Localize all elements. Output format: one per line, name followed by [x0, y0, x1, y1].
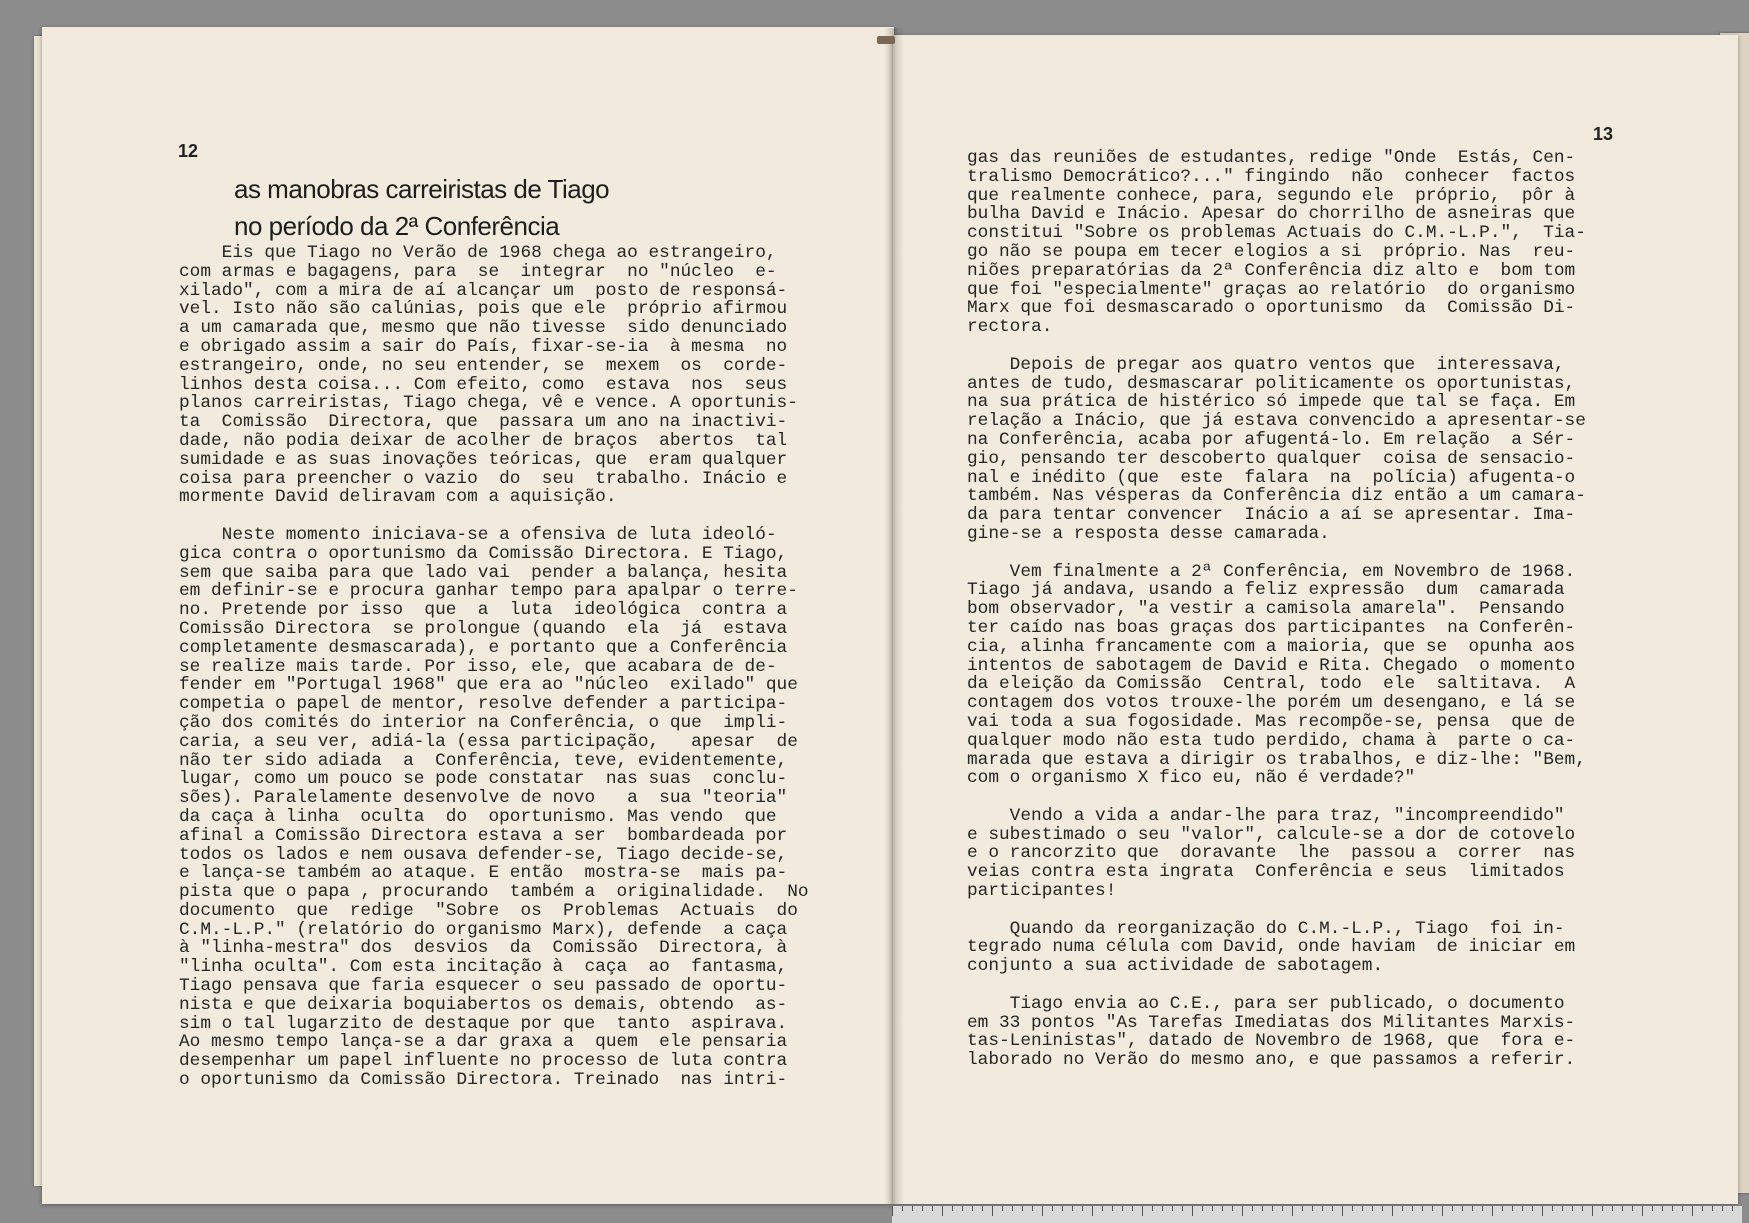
ruler-tick — [1472, 1206, 1473, 1211]
text-line: afinal a Comissão Directora estava a ser bombardeada por — [179, 825, 788, 846]
text-line: gica contra o oportunismo da Comissão Directora. E Tiago, — [179, 543, 788, 564]
ruler-tick — [1732, 1206, 1733, 1211]
text-line — [967, 901, 1667, 920]
text-line: linhos desta coisa... Com efeito, como estava nos seus — [179, 374, 788, 395]
text-line: sim o tal lugarzito de destaque por que tanto aspirava. — [179, 1013, 788, 1034]
text-line: Tiago envia ao C.E., para ser publicado, o documento — [967, 993, 1565, 1014]
ruler-tick — [1042, 1206, 1043, 1216]
ruler-tick — [1652, 1206, 1653, 1211]
ruler-tick — [1072, 1206, 1073, 1211]
ruler-tick — [942, 1206, 943, 1216]
text-line: lugar, como um pouco se pode constatar nas suas conclu- — [179, 769, 788, 790]
ruler-tick — [1112, 1206, 1113, 1211]
ruler-tick — [952, 1206, 953, 1211]
ruler-tick — [1332, 1206, 1333, 1211]
ruler-tick — [1182, 1206, 1183, 1211]
text-line — [179, 507, 879, 526]
text-line: laborado no Verão do mesmo ano, e que passamos a referir. — [967, 1050, 1576, 1071]
scale-ruler — [892, 1206, 1742, 1223]
ruler-tick — [1512, 1206, 1513, 1211]
text-line: cia, alinha francamente com a maioria, que se opunha aos — [967, 636, 1576, 657]
text-line: da caça à linha oculta do oportunismo. Mas vendo que — [179, 806, 777, 827]
ruler-tick — [1092, 1206, 1093, 1216]
text-line: constitui "Sobre os problemas Actuais do C.M.-L.P.", Tia- — [967, 223, 1586, 244]
ruler-tick — [1632, 1206, 1633, 1211]
ruler-tick — [1242, 1206, 1243, 1216]
text-line: e lança-se também ao ataque. E então mostra-se mais pa- — [179, 863, 788, 884]
text-line: nal e inédito (que este falara na polícia) afugenta-o — [967, 467, 1576, 488]
text-line: que realmente conhece, para, segundo ele próprio, pôr à — [967, 185, 1576, 206]
text-line: com o organismo X fico eu, não é verdade?" — [967, 768, 1416, 789]
left-page-text-column — [179, 244, 879, 1090]
text-line: nista e que deixaria boquiabertos os demais, obtendo as- — [179, 994, 788, 1015]
text-line: go não se poupa em tecer elogios a si próprio. Nas reu- — [967, 241, 1576, 262]
ruler-tick — [1122, 1206, 1123, 1211]
ruler-tick — [1282, 1206, 1283, 1211]
text-line: não ter sido adiada a Conferência, teve, evidentemente, — [179, 750, 788, 771]
ruler-tick — [1392, 1206, 1393, 1216]
ruler-tick — [1162, 1206, 1163, 1211]
text-line: antes de tudo, desmascarar politicamente os oportunistas, — [967, 373, 1576, 394]
text-line: na Conferência, acaba por afugentá-lo. Em relação a Sér- — [967, 429, 1576, 450]
ruler-tick — [1262, 1206, 1263, 1211]
text-line: estrangeiro, onde, no seu entender, se mexem os corde- — [179, 355, 788, 376]
text-line: coisa para preencher o vazio do seu trabalho. Inácio e — [179, 468, 788, 489]
ruler-tick — [912, 1206, 913, 1211]
text-line: veias contra esta ingrata Conferência e seus limitados — [967, 862, 1565, 883]
ruler-tick — [1362, 1206, 1363, 1211]
ruler-tick — [972, 1206, 973, 1211]
text-line: Tiago já andava, usando a feliz expressão dum camarada — [967, 580, 1565, 601]
text-line: todos os lados e nem ousava defender-se, Tiago decide-se, — [179, 844, 788, 865]
text-line: bulha David e Inácio. Apesar do chorrilho de asneiras que — [967, 204, 1576, 225]
text-line: Vendo a vida a andar-lhe para traz, "incompreendido" — [967, 805, 1565, 826]
ruler-tick — [1532, 1206, 1533, 1211]
ruler-tick — [1152, 1206, 1153, 1211]
left-page — [42, 27, 894, 1204]
text-line: da para tentar convencer Inácio a aí se apresentar. Ima- — [967, 505, 1576, 526]
ruler-tick — [1372, 1206, 1373, 1211]
ruler-tick — [1692, 1206, 1693, 1216]
text-line: dade, não podia deixar de acolher de braços abertos tal — [179, 430, 788, 451]
ruler-tick — [1402, 1206, 1403, 1211]
ruler-tick — [1252, 1206, 1253, 1211]
text-line: Vem finalmente a 2ª Conferência, em Novembro de 1968. — [967, 561, 1576, 582]
ruler-tick — [1552, 1206, 1553, 1211]
text-line: gio, pensando ter descoberto qualquer coisa de sensacio- — [967, 448, 1576, 469]
text-line: tas-Leninistas", datado de Novembro de 1968, que fora e- — [967, 1031, 1576, 1052]
text-line: desempenhar um papel influente no processo de luta contra — [179, 1051, 788, 1072]
text-line: intentos de sabotagem de David e Rita. Chegado o momento — [967, 655, 1576, 676]
text-line: que foi "especialmente" graças ao relatório do organismo — [967, 279, 1576, 300]
text-line: mormente David deliravam com a aquisição. — [179, 487, 617, 508]
ruler-tick — [1602, 1206, 1603, 1211]
text-line: o oportunismo da Comissão Directora. Treinado nas intri- — [179, 1070, 788, 1091]
text-line: Ao mesmo tempo lança-se a dar graxa a quem ele pensaria — [179, 1032, 788, 1053]
text-line: xilado", com a mira de aí alcançar um posto de responsá- — [179, 280, 788, 301]
ruler-tick — [1082, 1206, 1083, 1211]
ruler-tick — [892, 1206, 893, 1216]
text-line: tegrado numa célula com David, onde haviam de iniciar em — [967, 937, 1576, 958]
chapter-heading-line-2: no período da 2ª Conferência — [234, 211, 560, 241]
text-line: tralismo Democrático?..." fingindo não conhecer factos — [967, 166, 1576, 187]
text-line: e subestimado o seu "valor", calcule-se a dor de cotovelo — [967, 824, 1576, 845]
text-line: ter caído nas boas graças dos participantes na Conferên- — [967, 617, 1576, 638]
ruler-tick — [902, 1206, 903, 1211]
text-line: sões). Paralelamente desenvolve de novo a sua "teoria" — [179, 788, 788, 809]
ruler-tick — [1132, 1206, 1133, 1211]
ruler-tick — [1592, 1206, 1593, 1216]
text-line: no. Pretende por isso que a luta ideológica contra a — [179, 600, 788, 621]
text-line: participantes! — [967, 881, 1117, 902]
text-line: ta Comissão Directora, que passara um ano na inactivi- — [179, 412, 788, 433]
text-line: ção dos comités do interior na Conferência, o que impli- — [179, 712, 788, 733]
ruler-tick — [1562, 1206, 1563, 1211]
text-line — [967, 544, 1667, 563]
ruler-tick — [1322, 1206, 1323, 1211]
text-line: bom observador, "a vestir a camisola amarela". Pensando — [967, 599, 1565, 620]
text-line: Tiago pensava que faria esquecer o seu passado de oportu- — [179, 976, 788, 997]
text-line: Marx que foi desmascarado o oportunismo da Comissão Di- — [967, 298, 1576, 319]
text-line: e o rancorzito que doravante lhe passou a correr nas — [967, 843, 1576, 864]
text-line: Quando da reorganização do C.M.-L.P., Tiago foi in- — [967, 918, 1565, 939]
ruler-tick — [1102, 1206, 1103, 1211]
text-line — [967, 976, 1667, 995]
book-gutter — [884, 28, 904, 1204]
ruler-tick — [1232, 1206, 1233, 1211]
ruler-tick — [1582, 1206, 1583, 1211]
text-line: à "linha-mestra" dos desvios da Comissão Directora, à — [179, 938, 788, 959]
text-line: competia o papel de mentor, resolve defender a participa- — [179, 694, 788, 715]
ruler-tick — [1062, 1206, 1063, 1211]
text-line: com armas e bagagens, para se integrar no "núcleo e- — [179, 261, 777, 282]
ruler-tick — [932, 1206, 933, 1211]
text-line: caria, a seu ver, adiá-la (essa participação, apesar de — [179, 731, 798, 752]
ruler-tick — [1302, 1206, 1303, 1211]
ruler-tick — [922, 1206, 923, 1211]
text-line: marada que estava a dirigir os trabalhos, e diz-lhe: "Bem, — [967, 749, 1586, 770]
ruler-tick — [1522, 1206, 1523, 1211]
text-line: qualquer modo não esta tudo perdido, chama à parte o ca- — [967, 730, 1576, 751]
text-line: vel. Isto não são calúnias, pois que ele próprio afirmou — [179, 299, 788, 320]
text-line — [967, 337, 1667, 356]
text-line: gine-se a resposta desse camarada. — [967, 523, 1330, 544]
ruler-tick — [1462, 1206, 1463, 1211]
ruler-tick — [1482, 1206, 1483, 1211]
ruler-tick — [1312, 1206, 1313, 1211]
ruler-tick — [1682, 1206, 1683, 1211]
ruler-tick — [1612, 1206, 1613, 1211]
text-line: em definir-se e procura ganhar tempo para apalpar o terre- — [179, 581, 798, 602]
text-line — [967, 788, 1667, 807]
text-line: niões preparatórias da 2ª Conferência diz alto e bom tom — [967, 260, 1576, 281]
text-line: C.M.-L.P." (relatório do organismo Marx), defende a caça — [179, 919, 788, 940]
text-line: gas das reuniões de estudantes, redige "Onde Estás, Cen- — [967, 148, 1576, 168]
ruler-tick — [1572, 1206, 1573, 1211]
text-line: em 33 pontos "As Tarefas Imediatas dos Militantes Marxis- — [967, 1012, 1576, 1033]
text-line: sem que saiba para que lado vai pender a balança, hesita — [179, 562, 788, 583]
chapter-heading-line-1: as manobras carreiristas de Tiago — [234, 174, 610, 204]
ruler-tick — [1502, 1206, 1503, 1211]
right-page-number: 13 — [1593, 124, 1614, 144]
text-line: Depois de pregar aos quatro ventos que interessava, — [967, 354, 1565, 375]
text-line: da eleição da Comissão Central, todo ele saltitava. A — [967, 674, 1576, 695]
ruler-tick — [1662, 1206, 1663, 1211]
right-page — [893, 35, 1738, 1204]
ruler-tick — [1382, 1206, 1383, 1211]
ruler-tick — [1292, 1206, 1293, 1216]
ruler-tick — [1222, 1206, 1223, 1211]
ruler-tick — [1202, 1206, 1203, 1211]
text-line: sumidade e as suas inovações teóricas, que eram qualquer — [179, 449, 788, 470]
text-line: Comissão Directora se prolongue (quando ela já estava — [179, 618, 788, 639]
text-line: e obrigado assim a sair do País, fixar-se-ia à mesma no — [179, 336, 788, 357]
ruler-tick — [1412, 1206, 1413, 1211]
left-page-number: 12 — [178, 141, 199, 161]
text-line: pista que o papa , procurando também a originalidade. No — [179, 882, 809, 903]
ruler-tick — [1342, 1206, 1343, 1216]
ruler-tick — [1702, 1206, 1703, 1211]
ruler-tick — [992, 1206, 993, 1216]
ruler-tick — [1722, 1206, 1723, 1211]
ruler-tick — [1672, 1206, 1673, 1211]
text-line: a um camarada que, mesmo que não tivesse sido denunciado — [179, 318, 788, 339]
ruler-tick — [1622, 1206, 1623, 1211]
ruler-tick — [1002, 1206, 1003, 1211]
ruler-tick — [1032, 1206, 1033, 1211]
text-line: vai toda a sua fogosidade. Mas recompõe-se, pensa que de — [967, 711, 1576, 732]
text-line: se realize mais tarde. Por isso, ele, que acabara de de- — [179, 656, 777, 677]
text-line: fender em "Portugal 1968" que era ao "núcleo exilado" que — [179, 675, 798, 696]
ruler-tick — [1712, 1206, 1713, 1211]
text-line: planos carreiristas, Tiago chega, vê e vence. A oportunis- — [179, 393, 798, 414]
ruler-tick — [1352, 1206, 1353, 1211]
ruler-tick — [1192, 1206, 1193, 1216]
text-line: rectora. — [967, 317, 1053, 338]
ruler-tick — [1272, 1206, 1273, 1211]
ruler-tick — [1452, 1206, 1453, 1211]
ruler-tick — [1422, 1206, 1423, 1211]
text-line: na sua prática de histérico só impede que tal se faça. Em — [967, 392, 1576, 413]
ruler-tick — [1212, 1206, 1213, 1211]
text-line: completamente desmascarada), e portanto que a Conferência — [179, 637, 788, 658]
text-line: também. Nas vésperas da Conferência diz então a um camara- — [967, 486, 1586, 507]
staple — [877, 36, 895, 44]
text-line: Eis que Tiago no Verão de 1968 chega ao estrangeiro, — [179, 243, 777, 263]
text-line: relação a Inácio, que já estava convencido a apresentar-se — [967, 411, 1586, 432]
ruler-tick — [1492, 1206, 1493, 1216]
ruler-tick — [982, 1206, 983, 1211]
text-line: contagem dos votos trouxe-lhe porém um desengano, e lá se — [967, 693, 1576, 714]
text-line: "linha oculta". Com esta incitação à caça ao fantasma, — [179, 957, 788, 978]
ruler-tick — [1432, 1206, 1433, 1211]
ruler-tick — [1052, 1206, 1053, 1211]
ruler-tick — [1542, 1206, 1543, 1216]
text-line: conjunto a sua actividade de sabotagem. — [967, 956, 1384, 977]
ruler-tick — [1142, 1206, 1143, 1216]
right-page-text-column — [967, 149, 1667, 1070]
ruler-tick — [1442, 1206, 1443, 1216]
ruler-tick — [962, 1206, 963, 1211]
ruler-tick — [1172, 1206, 1173, 1211]
text-line: documento que redige "Sobre os Problemas Actuais do — [179, 900, 798, 921]
ruler-tick — [1642, 1206, 1643, 1216]
ruler-tick — [1022, 1206, 1023, 1211]
ruler-tick — [1012, 1206, 1013, 1211]
text-line: Neste momento iniciava-se a ofensiva de luta ideoló- — [179, 524, 777, 545]
